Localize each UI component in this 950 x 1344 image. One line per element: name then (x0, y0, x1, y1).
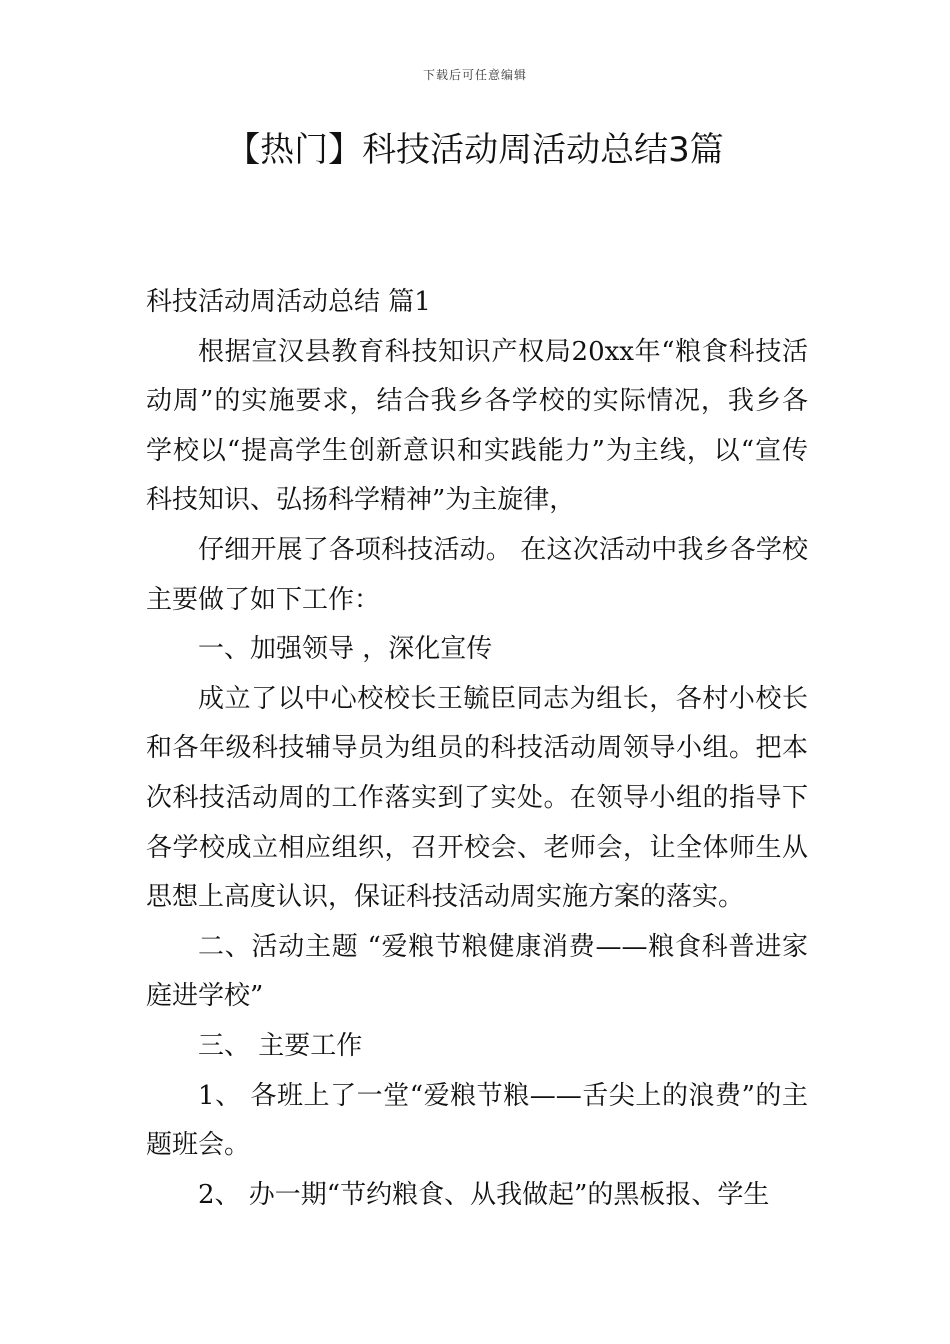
paragraph: 成立了以中心校校长王毓臣同志为组长，各村小校长和各年级科技辅导员为组员的科技活动周领导小组。把本次科技活动周的工作落实到了实处。在领导小组的指导下各学校成立相应组织，召开校会、老师会，让全体师生从思想上高度认识，保证科技活动周实施方案的落实。 (146, 683, 808, 913)
document-title: 【热门】科技活动周活动总结3篇 (226, 130, 724, 170)
subheading: 二、活动主题 “爱粮节粮健康消费——粮食科普进家庭进学校” (146, 931, 808, 1012)
download-note: 下载后可任意编辑 (422, 68, 527, 82)
paragraph: 仔细开展了各项科技活动。 在这次活动中我乡各学校主要做了如下工作： (146, 534, 808, 615)
list-item: 1、 各班上了一堂“爱粮节粮——舌尖上的浪费”的主题班会。 (146, 1080, 808, 1161)
subheading: 三、 主要工作 (198, 1030, 363, 1061)
document-body (146, 278, 808, 1220)
subheading: 一、加强领导 ，深化宣传 (198, 634, 493, 665)
paragraph: 根据宣汉县教育科技知识产权局20xx年“粮食科技活动周”的实施要求，结合我乡各学校的实际情况，我乡各学校以“提高学生创新意识和实践能力”为主线，以“宣传科技知识、弘扬科学精神”为主旋律， (146, 336, 808, 516)
list-item: 2、 办一期“节约粮食、从我做起”的黑板报、学生 (198, 1179, 770, 1210)
section-heading: 科技活动周活动总结 篇1 (146, 287, 431, 317)
